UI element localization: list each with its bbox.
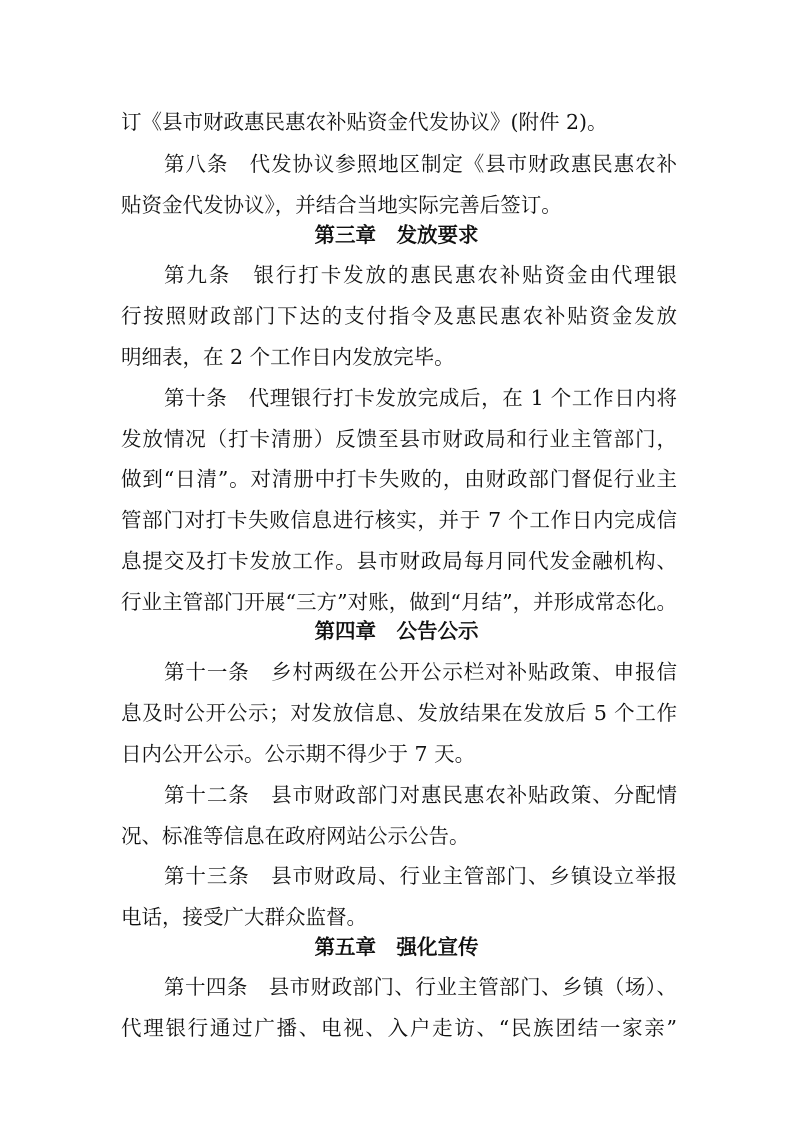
article-8-line-2: 贴资金代发协议》，并结合当地实际完善后签订。 (121, 193, 562, 217)
article-9-line-2: 行按照财政部门下达的支付指令及惠民惠农补贴资金发放 (121, 304, 677, 328)
chapter-5-heading: 第五章 强化宣传 (314, 935, 479, 959)
chapter-3-heading: 第三章 发放要求 (314, 223, 479, 247)
chapter-4-heading: 第四章 公告公示 (314, 619, 479, 643)
article-10-line-2: 发放情况（打卡清册）反馈至县市财政局和行业主管部门， (121, 427, 677, 451)
article-10-line-6: 行业主管部门开展“三方”对账，做到“月结”，并形成常态化。 (121, 590, 677, 614)
article-9-line-1: 第九条 银行打卡发放的惠民惠农补贴资金由代理银 (164, 263, 677, 287)
article-12-line-2: 况、标准等信息在政府网站公示公告。 (121, 824, 470, 848)
article-14-line-2: 代理银行通过广播、电视、入户走访、“民族团结一家亲” (121, 1016, 677, 1040)
article-10-line-4: 管部门对打卡失败信息进行核实，并于 7 个工作日内完成信 (121, 508, 677, 532)
article-10-line-1: 第十条 代理银行打卡发放完成后，在 1 个工作日内将 (164, 386, 677, 410)
article-13-line-2: 电话，接受广大群众监督。 (121, 905, 367, 929)
article-11-line-2: 息及时公开公示；对发放信息、发放结果在发放后 5 个工作 (121, 701, 677, 725)
article-14-line-1: 第十四条 县市财政部门、行业主管部门、乡镇（场）、 (164, 975, 677, 999)
article-8-line-1: 第八条 代发协议参照地区制定《县市财政惠民惠农补 (164, 152, 677, 176)
article-13-line-1: 第十三条 县市财政局、行业主管部门、乡镇设立举报 (164, 864, 677, 888)
article-11-line-3: 日内公开公示。公示期不得少于 7 天。 (121, 742, 476, 766)
article-10-line-3: 做到“日清”。对清册中打卡失败的，由财政部门督促行业主 (121, 467, 677, 491)
article-10-line-5: 息提交及打卡发放工作。县市财政局每月同代发金融机构、 (121, 549, 677, 573)
article-9-line-3: 明细表，在 2 个工作日内发放完毕。 (121, 345, 455, 369)
article-12-line-1: 第十二条 县市财政部门对惠民惠农补贴政策、分配情 (164, 783, 677, 807)
article-11-line-1: 第十一条 乡村两级在公开公示栏对补贴政策、申报信 (164, 660, 677, 684)
paragraph-line: 订《县市财政惠民惠农补贴资金代发协议》(附件 2)。 (121, 110, 608, 134)
